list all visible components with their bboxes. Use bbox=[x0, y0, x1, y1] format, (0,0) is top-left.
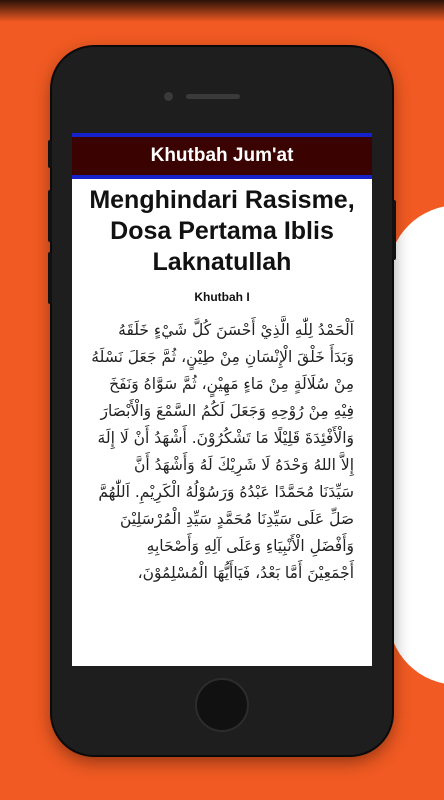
article-title: Menghindari Rasisme, Dosa Pertama Iblis Laknatullah bbox=[89, 186, 355, 276]
arabic-line: إِلاَّ اللهُ وَحْدَهُ لَا شَرِيْكَ لَهُ وَأَشْهَدُ أَنَّ bbox=[134, 456, 354, 474]
speaker-grille bbox=[186, 94, 240, 99]
arabic-line: فِيْهِ مِنْ رُوْحِهِ وَجَعَلَ لَكُمُ السَّمْعَ وَالْأَبْصَارَ bbox=[100, 402, 354, 420]
section-label: Khutbah I bbox=[194, 290, 250, 304]
arabic-line: سَيِّدَنَا مُحَمَّدًا عَبْدُهُ وَرَسُوْلُهُ الْكَرِيْمِ. اَللّٰهُمَّ bbox=[98, 483, 354, 501]
arabic-line: وَالْأَفْئِدَةَ قَلِيْلًا مَا تَشْكُرُوْنَ. أَشْهَدُ أَنْ لَا إِلَهَ bbox=[97, 429, 354, 447]
app-screen bbox=[72, 133, 372, 666]
phone-side-button bbox=[48, 140, 52, 168]
app-bar bbox=[72, 133, 372, 179]
phone-power-button bbox=[392, 200, 396, 260]
arabic-line: وَبَدَأَ خَلْقَ الْإِنْسَانِ مِنْ طِيْنٍ، ثُمَّ جَعَلَ نَسْلَهُ bbox=[91, 348, 354, 366]
home-button[interactable] bbox=[195, 678, 249, 732]
arabic-line: وَأَفْضَلِ الْأَنْبِيَاءِ وَعَلَى آلِهِ وَأَصْحَابِهِ bbox=[146, 537, 354, 555]
arabic-line: صَلِّ عَلَى سَيِّدِنَا مُحَمَّدٍ سَيِّدِ الْمُرْسَلِيْنَ bbox=[119, 510, 354, 528]
front-camera-icon bbox=[164, 92, 173, 101]
background-shape bbox=[388, 205, 444, 685]
phone-volume-up-button bbox=[48, 190, 52, 242]
arabic-line: أَجْمَعِيْنَ أَمَّا بَعْدُ، فَيَاأَيُّهَا الْمُسْلِمُوْنَ، bbox=[137, 564, 354, 582]
phone-volume-down-button bbox=[48, 252, 52, 304]
app-title: Khutbah Jum'at bbox=[150, 145, 294, 166]
arabic-line: مِنْ سُلَالَةٍ مِنْ مَاءٍ مَهِيْنٍ، ثُمَّ سَوَّاهُ وَنَفَخَ bbox=[109, 375, 354, 393]
background-top bbox=[0, 0, 444, 22]
arabic-text-body[interactable] bbox=[90, 317, 354, 587]
arabic-line: اَلْحَمْدُ لِلّٰهِ الَّذِيْ أَحْسَنَ كُلَّ شَيْءٍ خَلَقَهُ bbox=[118, 321, 354, 339]
